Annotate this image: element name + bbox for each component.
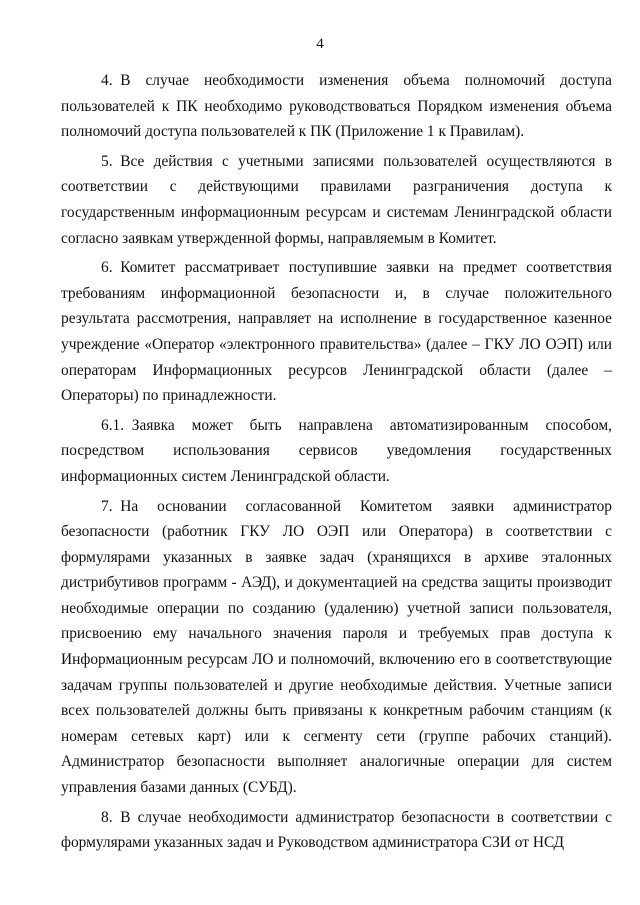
paragraph-number: 4. bbox=[101, 72, 113, 89]
paragraph-7 bbox=[61, 494, 612, 801]
document-body bbox=[61, 68, 612, 860]
page-number: 4 bbox=[316, 36, 324, 52]
paragraph-text: Все действия с учетными записями пользователей осуществляются в соответствии с действующими правилами разграничения доступа к государственным информационным ресурсам и системам Ленинградской области согласно заявкам утвержденной формы, направляемым в Комитет. bbox=[61, 152, 612, 247]
paragraph-text: В случае необходимости изменения объема полномочий доступа пользователей к ПК необходимо руководствоваться Порядком изменения объема полномочий доступа пользователей к ПК (Приложение 1 к Правилам). bbox=[61, 72, 612, 141]
paragraph-text: Комитет рассматривает поступившие заявки на предмет соответствия требованиям информационной безопасности и, в случае положительного результата рассмотрения, направляет на исполнение в государственное казенное учреждение «Оператор «электронного правительства» (далее – ГКУ ЛО ОЭП) или операторам Информационных ресурсов Ленинградской области (далее – Операторы) по принадлежности. bbox=[61, 259, 612, 405]
paragraph-text: Заявка может быть направлена автоматизированным способом, посредством использования сервисов уведомления государственных информационных систем Ленинградской области. bbox=[61, 416, 612, 485]
paragraph-text: На основании согласованной Комитетом заявки администратор безопасности (работник ГКУ ЛО ОЭП или Оператора) в соответствии с формулярами указанных в заявке задач (хранящихся в архиве эталонных дистрибутивов программ - АЭД), и документацией на средства защиты производит необходимые операции по созданию (удалению) учетной записи пользователя, присвоению ему начального значения пароля и требуемых прав доступа к Информационным ресурсам ЛО и полномочий, включению его в соответствующие задачам группы пользователей и другие необходимые действия. Учетные записи всех пользователей должны быть привязаны к конкретным рабочим станциям (к номерам сетевых карт) или к сегменту сети (группе рабочих станций). Администратор безопасности выполняет аналогичные операции для систем управления базами данных (СУБД). bbox=[61, 497, 612, 797]
paragraph-6 bbox=[61, 255, 612, 409]
paragraph-number: 6.1. bbox=[101, 416, 125, 434]
paragraph-5 bbox=[61, 149, 612, 251]
paragraph-number: 7. bbox=[101, 497, 113, 515]
paragraph-8 bbox=[61, 805, 612, 856]
paragraph-number: 5. bbox=[101, 152, 113, 170]
paragraph-6-1 bbox=[61, 413, 612, 490]
paragraph-4 bbox=[61, 68, 612, 145]
paragraph-number: 6. bbox=[101, 259, 113, 277]
paragraph-number: 8. bbox=[101, 808, 113, 826]
paragraph-text: В случае необходимости администратор безопасности в соответствии с формулярами указанных задач и Руководством администратора СЗИ от НСД bbox=[61, 808, 612, 852]
